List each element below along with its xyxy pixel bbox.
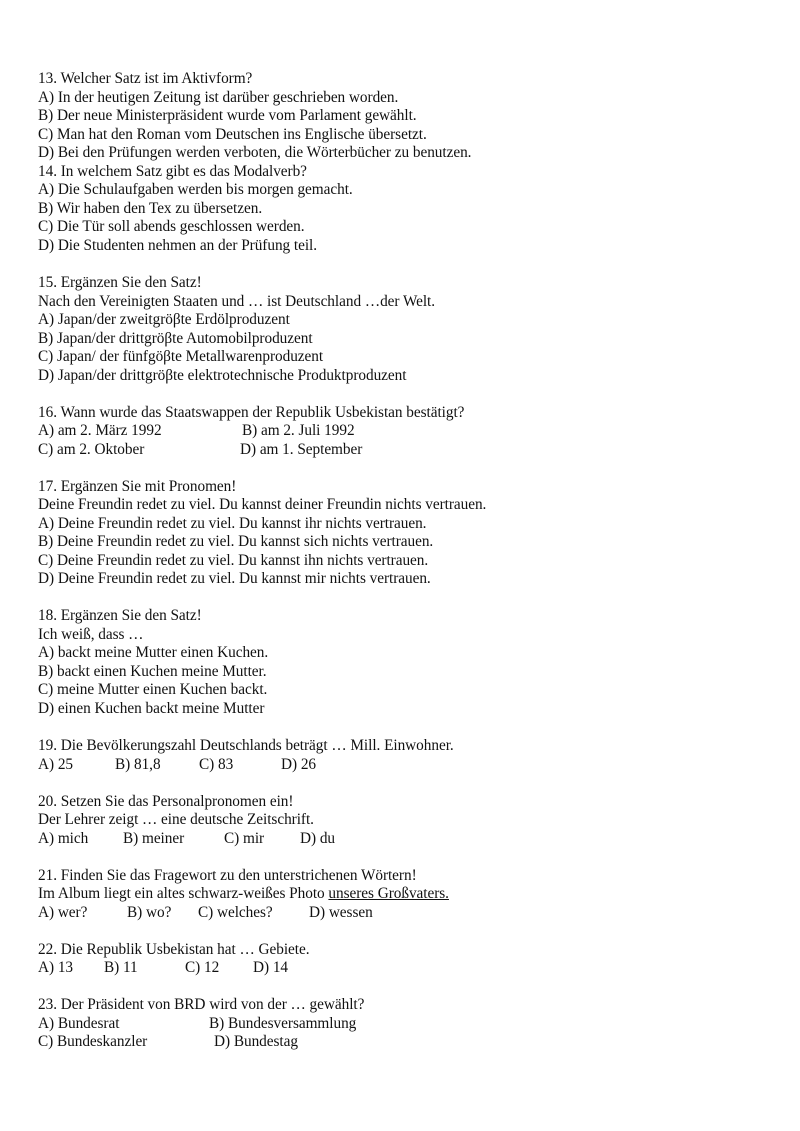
- question-19-options: [38, 755, 738, 774]
- question-18-option-a: A) backt meine Mutter einen Kuchen.: [38, 644, 269, 661]
- question-21-prompt: 21. Finden Sie das Fragewort zu den unterstrichenen Wörtern!: [38, 867, 417, 884]
- question-14-option-d: D) Die Studenten nehmen an der Prüfung teil.: [38, 237, 318, 254]
- question-14-prompt: 14. In welchem Satz gibt es das Modalverb?: [38, 163, 307, 180]
- question-22-options: [38, 958, 738, 977]
- question-23-prompt: 23. Der Präsident von BRD wird von der … gewählt?: [38, 996, 365, 1013]
- question-20-option-d: D) du: [300, 830, 336, 847]
- question-15-stem: Nach den Vereinigten Staaten und … ist Deutschland …der Welt.: [38, 293, 436, 310]
- question-22-option-c: C) 12: [185, 959, 220, 976]
- question-13-option-c: C) Man hat den Roman vom Deutschen ins Englische übersetzt.: [38, 126, 427, 143]
- question-20-option-b: B) meiner: [123, 830, 185, 847]
- question-20-option-c: C) mir: [224, 830, 265, 847]
- question-17-option-c: C) Deine Freundin redet zu viel. Du kannst ihn nichts vertrauen.: [38, 552, 429, 569]
- question-14-option-b: B) Wir haben den Tex zu übersetzen.: [38, 200, 263, 217]
- question-20-options: [38, 829, 738, 848]
- question-21-options: [38, 903, 738, 922]
- question-13-option-b: B) Der neue Ministerpräsident wurde vom Parlament gewählt.: [38, 107, 417, 124]
- question-16-option-d: D) am 1. September: [240, 441, 363, 458]
- question-21-option-c: C) welches?: [198, 904, 273, 921]
- question-21-option-d: D) wessen: [309, 904, 373, 921]
- question-18-option-b: B) backt einen Kuchen meine Mutter.: [38, 663, 267, 680]
- question-15-option-c: C) Japan/ der fünfgöβte Metallwarenproduzent: [38, 348, 324, 365]
- question-15-option-b: B) Japan/der drittgröβte Automobilproduzent: [38, 330, 313, 347]
- question-17-option-d: D) Deine Freundin redet zu viel. Du kannst mir nichts vertrauen.: [38, 570, 431, 587]
- question-22-option-a: A) 13: [38, 959, 74, 976]
- question-19-prompt: 19. Die Bevölkerungszahl Deutschlands beträgt … Mill. Einwohner.: [38, 737, 454, 754]
- question-21-option-b: B) wo?: [127, 904, 172, 921]
- question-23-option-a: A) Bundesrat: [38, 1015, 120, 1032]
- question-16-option-c: C) am 2. Oktober: [38, 441, 145, 458]
- question-18-stem: Ich weiß, dass …: [38, 626, 144, 643]
- question-13-prompt: 13. Welcher Satz ist im Aktivform?: [38, 70, 253, 87]
- question-23-option-c: C) Bundeskanzler: [38, 1033, 148, 1050]
- question-18-option-d: D) einen Kuchen backt meine Mutter: [38, 700, 265, 717]
- question-16-option-b: B) am 2. Juli 1992: [242, 422, 355, 439]
- question-14-option-a: A) Die Schulaufgaben werden bis morgen gemacht.: [38, 181, 353, 198]
- question-16-prompt: 16. Wann wurde das Staatswappen der Republik Usbekistan bestätigt?: [38, 404, 465, 421]
- question-20-prompt: 20. Setzen Sie das Personalpronomen ein!: [38, 793, 294, 810]
- question-17-stem: Deine Freundin redet zu viel. Du kannst deiner Freundin nichts vertrauen.: [38, 496, 487, 513]
- question-15-prompt: 15. Ergänzen Sie den Satz!: [38, 274, 202, 291]
- question-14-option-c: C) Die Tür soll abends geschlossen werden.: [38, 218, 305, 235]
- question-15-option-d: D) Japan/der drittgröβte elektrotechnische Produktproduzent: [38, 367, 407, 384]
- question-16-option-a: A) am 2. März 1992: [38, 422, 162, 439]
- question-17-option-a: A) Deine Freundin redet zu viel. Du kannst ihr nichts vertrauen.: [38, 515, 427, 532]
- question-18-prompt: 18. Ergänzen Sie den Satz!: [38, 607, 202, 624]
- question-13-option-a: A) In der heutigen Zeitung ist darüber geschrieben worden.: [38, 89, 399, 106]
- question-21-option-a: A) wer?: [38, 904, 88, 921]
- question-21-stem-text: Im Album liegt ein altes schwarz-weißes Photo: [38, 885, 329, 902]
- question-20-stem: Der Lehrer zeigt … eine deutsche Zeitschrift.: [38, 811, 314, 828]
- question-19-option-a: A) 25: [38, 756, 74, 773]
- question-17-option-b: B) Deine Freundin redet zu viel. Du kannst sich nichts vertrauen.: [38, 533, 434, 550]
- question-23-options-row-2: [38, 1032, 738, 1051]
- question-21-underlined-words: unseres Großvaters.: [328, 885, 449, 902]
- question-19-option-b: B) 81,8: [115, 756, 161, 773]
- question-19-option-c: C) 83: [199, 756, 234, 773]
- question-15-option-a: A) Japan/der zweitgröβte Erdölproduzent: [38, 311, 290, 328]
- question-20-option-a: A) mich: [38, 830, 89, 847]
- question-22-option-b: B) 11: [104, 959, 138, 976]
- question-22-option-d: D) 14: [253, 959, 289, 976]
- question-22-prompt: 22. Die Republik Usbekistan hat … Gebiete.: [38, 941, 310, 958]
- question-23-options-row-1: [38, 1014, 738, 1033]
- question-17-prompt: 17. Ergänzen Sie mit Pronomen!: [38, 478, 237, 495]
- question-16-options-row-1: [38, 421, 738, 440]
- question-21-stem: [38, 884, 449, 903]
- question-13-option-d: D) Bei den Prüfungen werden verboten, die Wörterbücher zu benutzen.: [38, 144, 472, 161]
- question-19-option-d: D) 26: [281, 756, 317, 773]
- question-18-option-c: C) meine Mutter einen Kuchen backt.: [38, 681, 268, 698]
- question-16-options-row-2: [38, 440, 738, 459]
- question-23-option-d: D) Bundestag: [214, 1033, 298, 1050]
- question-23-option-b: B) Bundesversammlung: [209, 1015, 357, 1032]
